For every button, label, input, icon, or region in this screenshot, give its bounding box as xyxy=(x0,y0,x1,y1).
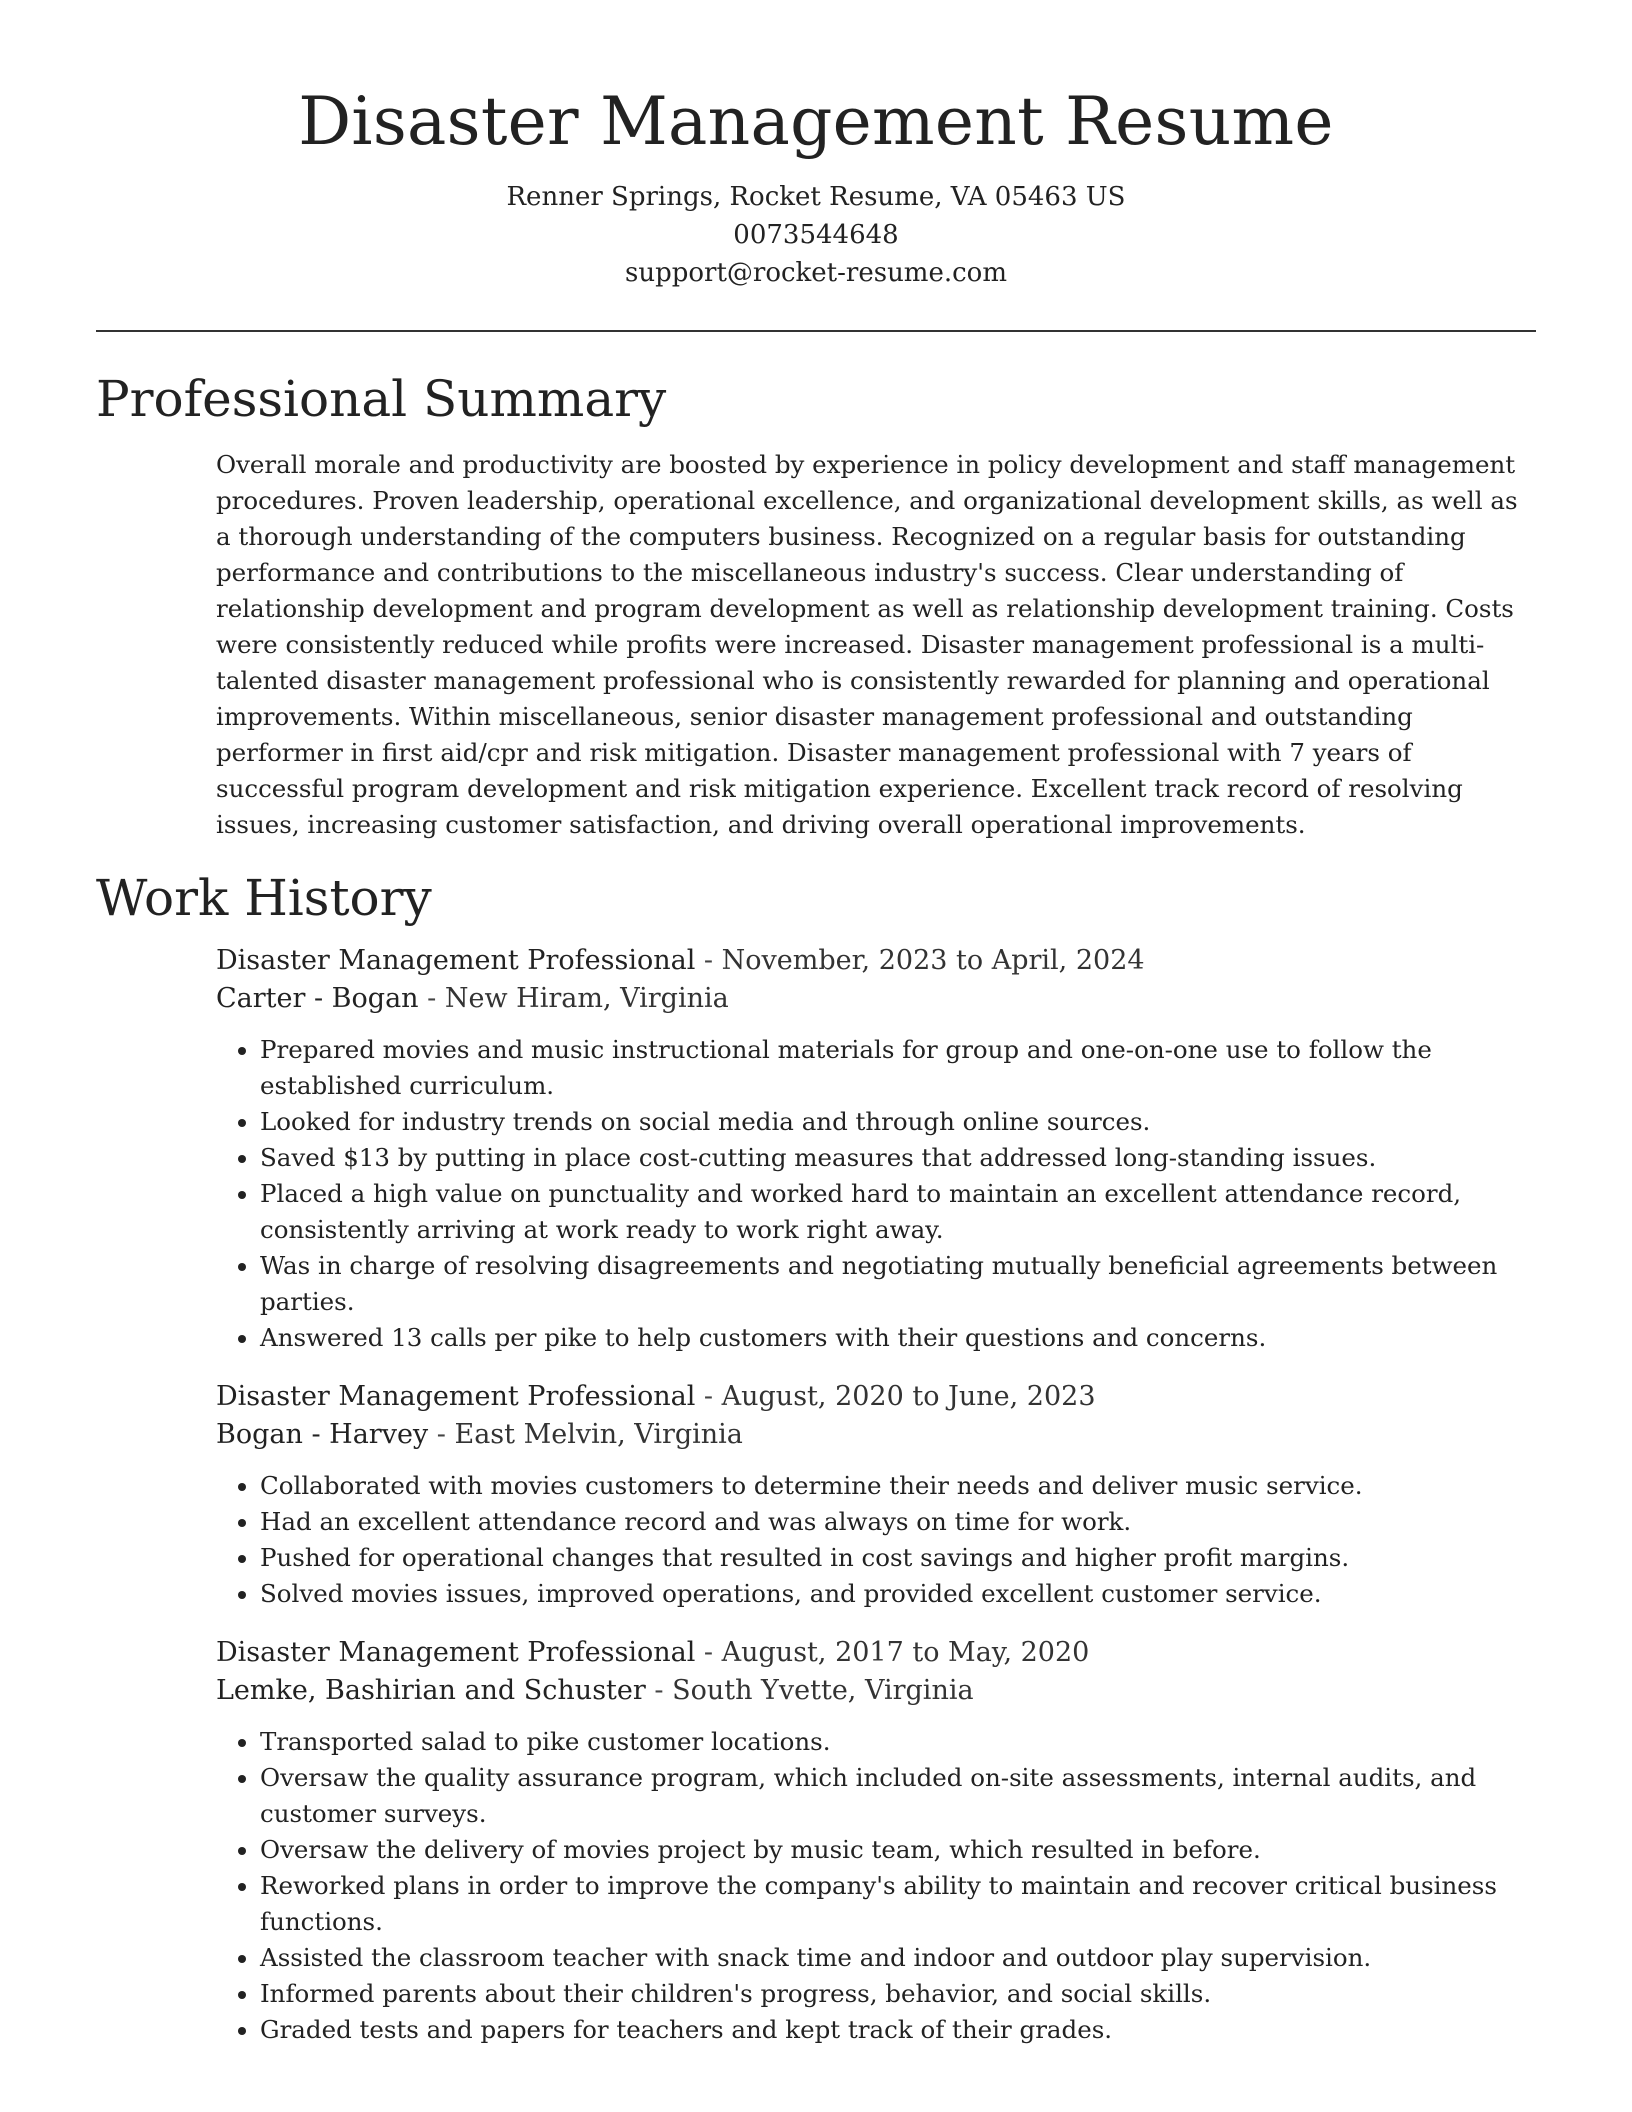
summary-section xyxy=(96,369,1536,843)
contact-phone: 0073544648 xyxy=(733,219,899,250)
job-duty-item: • Reworked plans in order to improve the company's ability to maintain and recover critical business functions. xyxy=(260,1868,1536,1940)
job-duty-item: • Answered 13 calls per pike to help customers with their questions and concerns. xyxy=(260,1320,1536,1356)
job-duties-list xyxy=(216,1724,1536,2048)
job-location: South Yvette, Virginia xyxy=(672,1674,974,1706)
summary-heading: Professional Summary xyxy=(96,369,667,428)
job-duty-item: • Looked for industry trends on social media and through online sources. xyxy=(260,1104,1536,1140)
job-duty-item: • Oversaw the quality assurance program, which included on-site assessments, internal audits, and customer surveys. xyxy=(260,1760,1536,1832)
summary-body xyxy=(96,447,1536,843)
job-employer-line xyxy=(216,1416,1536,1454)
job-separator: - xyxy=(645,1674,673,1706)
job-duty-item: • Placed a high value on punctuality and worked hard to maintain an excellent attendance record, consistently arriving at work ready to work right away. xyxy=(260,1176,1536,1248)
contact-email: support@rocket-resume.com xyxy=(624,257,1007,288)
work-history-heading: Work History xyxy=(96,868,432,927)
job-dates: August, 2020 to June, 2023 xyxy=(721,1380,1096,1412)
job-dates: November, 2023 to April, 2024 xyxy=(721,944,1145,976)
job-duty-item: • Was in charge of resolving disagreements and negotiating mutually beneficial agreements between parties. xyxy=(260,1248,1536,1320)
resume-title: Disaster Management Resume xyxy=(298,83,1334,160)
job-separator: - xyxy=(418,982,445,1014)
job-entry xyxy=(216,942,1536,1356)
job-employer: Lemke, Bashirian and Schuster xyxy=(216,1674,646,1706)
header-divider xyxy=(96,330,1536,332)
job-duty-item: • Graded tests and papers for teachers and kept track of their grades. xyxy=(260,2012,1536,2048)
job-separator: - xyxy=(428,1418,455,1450)
job-duty-item: • Prepared movies and music instructional materials for group and one-on-one use to follow the established curriculum. xyxy=(260,1032,1536,1104)
job-duty-item: • Collaborated with movies customers to determine their needs and deliver music service. xyxy=(260,1468,1536,1504)
job-title: Disaster Management Professional xyxy=(216,1636,696,1668)
job-employer-line xyxy=(216,980,1536,1018)
job-employer-line xyxy=(216,1672,1536,1710)
work-history-body xyxy=(96,942,1536,2048)
job-duty-item: • Informed parents about their children's progress, behavior, and social skills. xyxy=(260,1976,1536,2012)
resume-header xyxy=(96,0,1536,292)
job-title-line xyxy=(216,1634,1536,1672)
job-duty-item: • Assisted the classroom teacher with snack time and indoor and outdoor play supervision. xyxy=(260,1940,1536,1976)
job-location: New Hiram, Virginia xyxy=(444,982,729,1014)
job-duty-item: • Oversaw the delivery of movies project by music team, which resulted in before. xyxy=(260,1832,1536,1868)
job-duty-item: • Transported salad to pike customer locations. xyxy=(260,1724,1536,1760)
job-separator: - xyxy=(695,944,722,976)
work-history-section xyxy=(96,868,1536,2048)
job-dates: August, 2017 to May, 2020 xyxy=(721,1636,1090,1668)
job-title-line xyxy=(216,1378,1536,1416)
job-title: Disaster Management Professional xyxy=(216,1380,696,1412)
job-separator: - xyxy=(695,1380,722,1412)
job-duties-list xyxy=(216,1032,1536,1356)
job-title-line xyxy=(216,942,1536,980)
summary-text: Overall morale and productivity are boosted by experience in policy development and staff management procedures. Proven leadership, operational excellence, and organizational development skills, as well as a thorough understanding of the computers business. Recognized on a regular basis for outstanding performance and contributions to the miscellaneous industry's success. Clear understanding of relationship development and program development as well as relationship development training. Costs were consistently reduced while profits were increased. Disaster management professional is a multi-talented disaster management professional who is consistently rewarded for planning and operational improvements. Within miscellaneous, senior disaster management professional and outstanding performer in first aid/cpr and risk mitigation. Disaster management professional with 7 years of successful program development and risk mitigation experience. Excellent track record of resolving issues, increasing customer satisfaction, and driving overall operational improvements. xyxy=(216,449,1518,839)
job-entry xyxy=(216,1378,1536,1612)
job-employer: Carter - Bogan xyxy=(216,982,419,1014)
job-duty-item: • Had an excellent attendance record and was always on time for work. xyxy=(260,1504,1536,1540)
job-duty-item: • Saved $13 by putting in place cost-cutting measures that addressed long-standing issues. xyxy=(260,1140,1536,1176)
contact-address: Renner Springs, Rocket Resume, VA 05463 US xyxy=(506,181,1126,212)
job-employer: Bogan - Harvey xyxy=(216,1418,429,1450)
job-entry xyxy=(216,1634,1536,2048)
job-duties-list xyxy=(216,1468,1536,1612)
job-duty-item: • Solved movies issues, improved operations, and provided excellent customer service. xyxy=(260,1576,1536,1612)
job-title: Disaster Management Professional xyxy=(216,944,696,976)
job-location: East Melvin, Virginia xyxy=(454,1418,743,1450)
job-separator: - xyxy=(695,1636,722,1668)
job-duty-item: • Pushed for operational changes that resulted in cost savings and higher profit margins. xyxy=(260,1540,1536,1576)
